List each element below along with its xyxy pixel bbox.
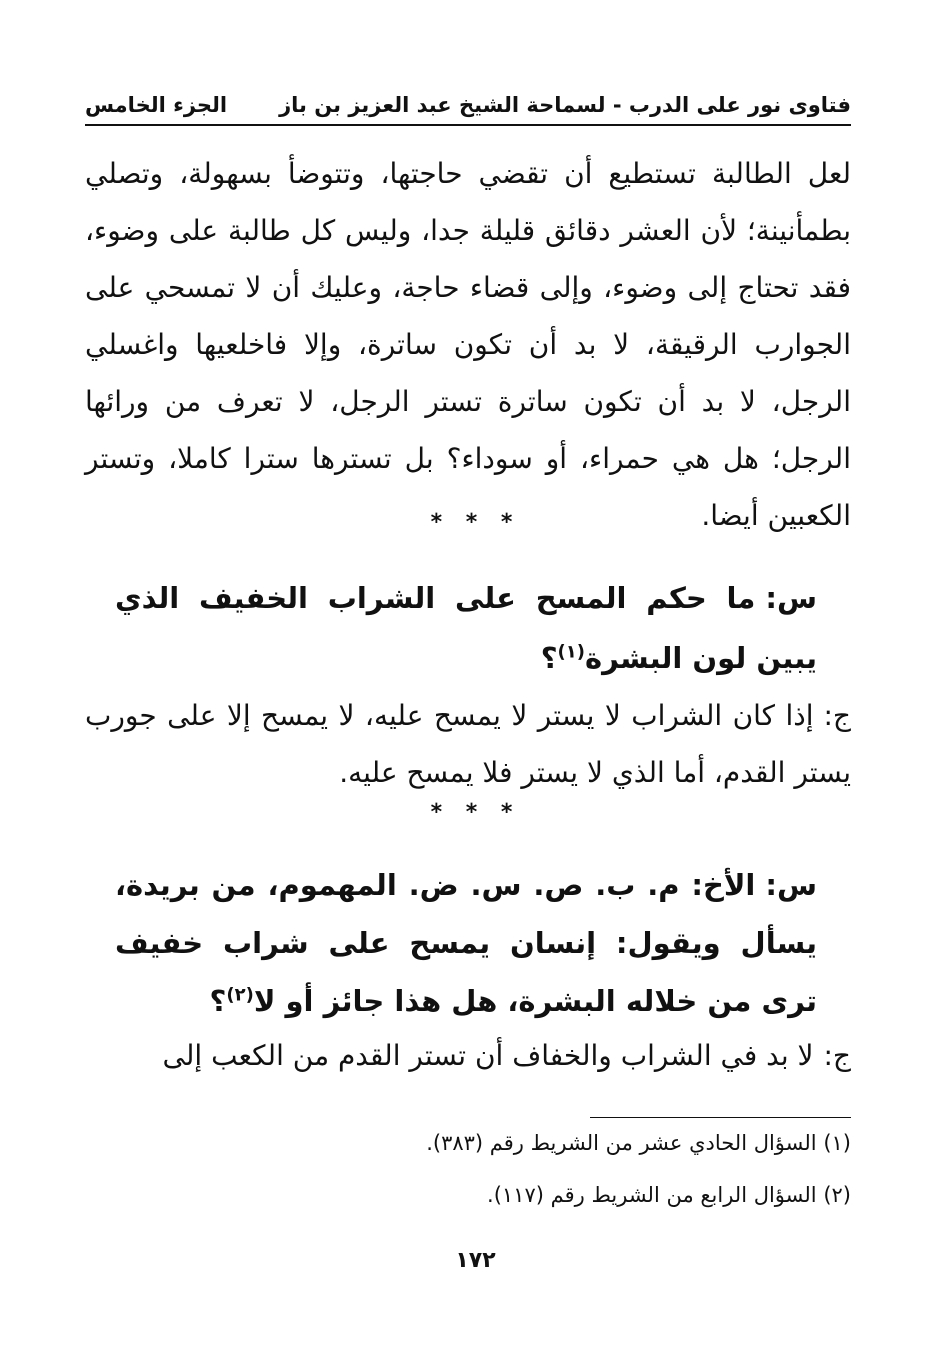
question-2: [115, 856, 817, 1030]
footnote-2-text: السؤال الرابع من الشريط رقم (١١٧).: [487, 1183, 817, 1207]
header-title: فتاوى نور على الدرب - لسماحة الشيخ عبد العزيز بن باز: [279, 93, 851, 117]
section-separator: * * *: [430, 510, 521, 535]
answer-1: [85, 687, 851, 801]
question-1-text: ما حكم المسح على الشراب الخفيف الذي يبين لون البشرة: [115, 581, 817, 675]
question-2-mark: ؟: [209, 984, 227, 1018]
question-1: [115, 568, 817, 688]
footnote-1-marker: (١): [823, 1131, 851, 1155]
question-label: س:: [765, 581, 817, 615]
answer-2: [85, 1027, 851, 1084]
footnote-ref-1: (١): [557, 641, 585, 663]
question-1-mark: ؟: [540, 641, 558, 675]
section-separator: * * *: [430, 800, 521, 825]
header-volume: الجزء الخامس: [85, 93, 228, 117]
footnote-divider: [590, 1117, 851, 1118]
answer-2-text: لا بد في الشراب والخفاف أن تستر القدم من الكعب إلى: [162, 1039, 814, 1072]
running-header: [85, 86, 851, 126]
footnote-1: [300, 1128, 851, 1158]
footnote-1-text: السؤال الحادي عشر من الشريط رقم (٣٨٣).: [426, 1131, 817, 1155]
answer-label: ج:: [823, 699, 851, 732]
footnote-ref-2: (٢): [226, 984, 254, 1006]
footnote-2: [300, 1180, 851, 1210]
continuation-paragraph: لعل الطالبة تستطيع أن تقضي حاجتها، وتتوضأ بسهولة، وتصلي بطمأنينة؛ لأن العشر دقائق قليلة جدا، وليس كل طالبة على وضوء، فقد تحتاج إلى وضوء، وإلى قضاء حاجة، وعليك أن لا تمسحي على الجوارب الرقيقة، لا بد أن تكون ساترة، وإلا فاخلعيها واغسلي الرجل، لا بد أن تكون ساترة تستر الرجل، لا تعرف من ورائها الرجل؛ هل هي حمراء، أو سوداء؟ بل تسترها سترا كاملا، وتستر الكعبين أيضا.: [85, 157, 851, 532]
answer-1-text: إذا كان الشراب لا يستر لا يمسح عليه، لا يمسح إلا على جورب يستر القدم، أما الذي لا يستر فلا يمسح عليه.: [85, 699, 851, 789]
question-label: س:: [765, 868, 817, 902]
answer-label: ج:: [823, 1039, 851, 1072]
footnote-2-marker: (٢): [823, 1183, 851, 1207]
question-2-text: الأخ: م. ب. ص. س. ض. المهموم، من بريدة، يسأل ويقول: إنسان يمسح على شراب خفيف ترى من خلاله البشرة، هل هذا جائز أو لا: [115, 868, 817, 1018]
page-number: ١٧٢: [455, 1248, 496, 1273]
